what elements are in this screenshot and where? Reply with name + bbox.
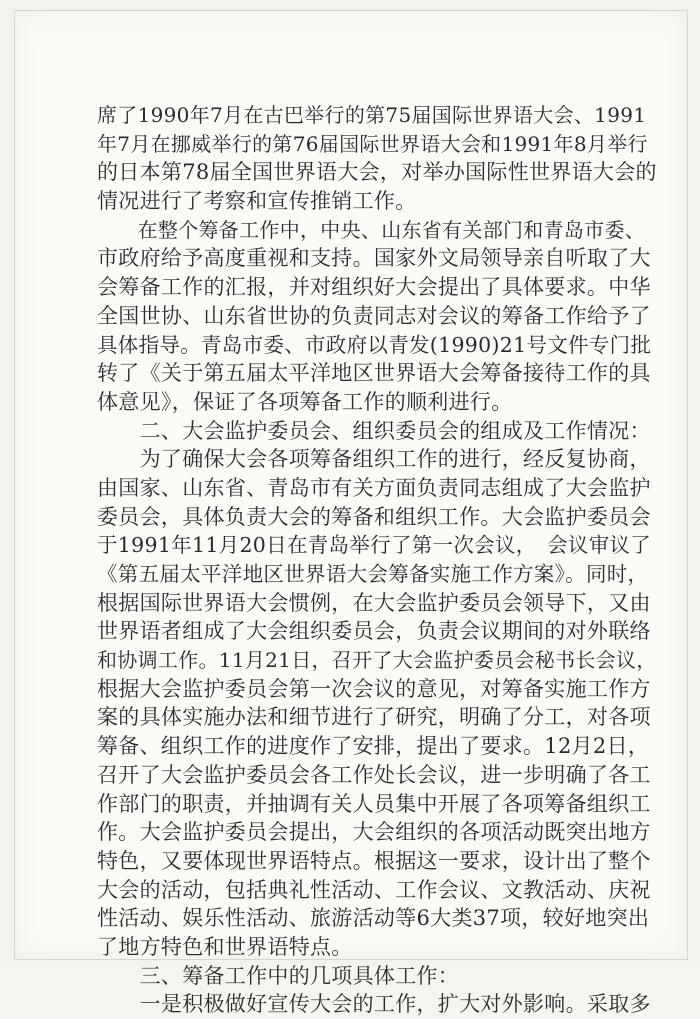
text-line: 根据大会监护委员会第一次会议的意见，对筹备实施工作方 [97, 676, 651, 701]
text-line: 性活动、娱乐性活动、旅游活动等6大类37项，较好地突出 [97, 906, 650, 931]
text-line: 作。大会监护委员会提出，大会组织的各项活动既突出地方 [97, 820, 651, 845]
text-line: 在整个筹备工作中，中央、山东省有关部门和青岛市委、 [97, 217, 646, 242]
body-text [97, 101, 657, 1019]
text-line: 三、筹备工作中的几项具体工作： [97, 963, 460, 988]
text-line: 全国世协、山东省世协的负责同志对会议的筹备工作给予了 [97, 303, 651, 328]
text-line: 为了确保大会各项筹备组织工作的进行，经反复协商， [97, 447, 651, 472]
text-line: 年7月在挪威举行的第76届国际世界语大会和1991年8月举行 [97, 131, 648, 156]
text-line: 世界语者组成了大会组织委员会，负责会议期间的对外联络 [97, 619, 651, 644]
text-line: 席了1990年7月在古巴举行的第75届国际世界语大会、1991 [97, 103, 647, 127]
text-line: 于1991年11月20日在青岛举行了第一次会议， 会议审议了 [97, 533, 652, 558]
text-line: 委员会，具体负责大会的筹备和组织工作。大会监护委员会 [97, 504, 651, 529]
text-line: 作部门的职责，并抽调有关人员集中开展了各项筹备组织工 [97, 791, 651, 816]
text-line: 《第五届太平洋地区世界语大会筹备实施工作方案》。同时， [97, 562, 649, 586]
text-line: 筹备、组织工作的进度作了安排，提出了要求。12月2日， [97, 734, 650, 759]
text-line: 体意见》，保证了各项筹备工作的顺利进行。 [97, 389, 513, 414]
text-line: 大会的活动，包括典礼性活动、工作会议、文教活动、庆祝 [97, 877, 651, 902]
text-line: 转了《关于第五届太平洋地区世界语大会筹备接待工作的具 [97, 361, 651, 386]
text-line: 和协调工作。11月21日，召开了大会监护委员会秘书长会议， [97, 648, 657, 673]
text-line: 召开了大会监护委员会各工作处长会议，进一步明确了各工 [97, 762, 651, 787]
text-line: 具体指导。青岛市委、市政府以青发(1990)21号文件专门批 [97, 332, 652, 357]
text-line: 市政府给予高度重视和支持。国家外文局领导亲自听取了大 [97, 246, 651, 271]
text-line: 特色，又要体现世界语特点。根据这一要求，设计出了整个 [97, 848, 651, 873]
text-line: 情况进行了考察和宣传推销工作。 [97, 189, 417, 214]
text-line: 的日本第78届全国世界语大会，对举办国际性世界语大会的 [97, 160, 657, 185]
text-line: 二、大会监护委员会、组织委员会的组成及工作情况： [97, 418, 651, 443]
text-line: 根据国际世界语大会惯例，在大会监护委员会领导下，又由 [97, 590, 651, 615]
document-page [14, 10, 688, 1017]
text-line: 案的具体实施办法和细节进行了研究，明确了分工，对各项 [97, 705, 651, 730]
text-line: 由国家、山东省、青岛市有关方面负责同志组成了大会监护 [97, 475, 651, 500]
text-line: 一是积极做好宣传大会的工作，扩大对外影响。采取多 [97, 992, 651, 1017]
text-line: 会筹备工作的汇报，并对组织好大会提出了具体要求。中华 [97, 275, 651, 300]
text-line: 了地方特色和世界语特点。 [97, 934, 353, 959]
